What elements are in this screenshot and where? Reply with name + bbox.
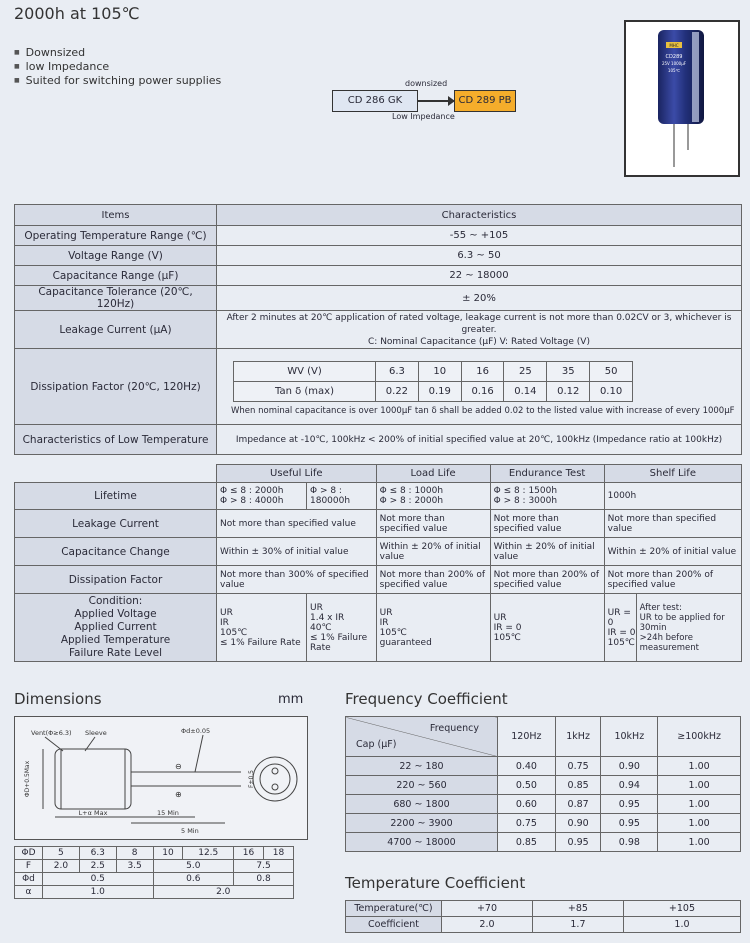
cap-header-label: Cap (μF) <box>356 739 397 750</box>
freq-row: 22 ~ 180 0.40 0.75 0.90 1.00 <box>346 757 741 776</box>
leakage-line1: After 2 minutes at 20℃ application of rated voltage, leakage current is not more than 0.02CV or 3, whichever is greater. <box>226 312 732 335</box>
capacitor-image <box>626 22 738 175</box>
spec-table <box>14 204 742 455</box>
life-header-shelf: Shelf Life <box>604 465 741 483</box>
frequency-table: Frequency Cap (μF) 120Hz 1kHz 10kHz ≥100kHz 22 ~ 180 0.40 0.75 0.90 1.00 220 ~ 560 0.50 0.85 0.94 1.00 680 ~ 1800 0.60 0.87 0.95 1.00 2200 ~ 3900 0.75 0.90 0.95 1.00 4700 ~ 18000 0.85 0.95 0.98 1.00 <box>345 716 741 852</box>
lead-diameter-label: Φd±0.05 <box>181 727 211 735</box>
vent-label: Vent(Φ≥6.3) <box>31 729 72 737</box>
capacitor-rating: 25V 1000μF <box>661 61 687 66</box>
spec-row-leakage: Leakage Current (μA) After 2 minutes at 20℃ application of rated voltage, leakage current is not more than 0.02CV or 3, whichever is greater. C: Nominal Capacitance (μF) V: Rated Voltage (V) <box>15 311 742 349</box>
life-header-endurance: Endurance Test <box>490 465 604 483</box>
spec-row-lowtemp: Characteristics of Low Temperature Impedance at -10℃, 100kHz < 200% of initial specified value at 20℃, 100kHz (Impedance ratio at 100kHz) <box>15 425 742 455</box>
feature-item: ■ Suited for switching power supplies <box>14 74 221 88</box>
dimensions-unit: mm <box>278 692 304 707</box>
df-table: WV (V) 6.3 10 16 25 35 50 Tan δ (max) 0.22 0.19 0.16 0.14 0.12 0.10 <box>233 361 633 402</box>
low-impedance-label: Low Impedance <box>392 112 455 121</box>
spec-row-df: Dissipation Factor (20℃, 120Hz) WV (V) 6.3 10 16 25 35 50 Tan δ (max) 0.22 0.19 0.16 0.14 0.12 0.10 When nominal capacitance is over 1000μF tan δ shall be added 0.02 to the listed value with increase of every 1000μF <box>15 349 742 425</box>
pitch-label: F±0.5 <box>248 769 255 789</box>
spec-row: Operating Temperature Range (℃) -55 ~ +105 <box>15 226 742 246</box>
life-header-useful: Useful Life <box>217 465 377 483</box>
capacitor-series: CD289 <box>665 54 683 60</box>
right-arrow-icon <box>418 100 454 102</box>
series-from-box: CD 286 GK <box>332 90 418 112</box>
dimensions-title: Dimensions <box>14 690 102 708</box>
temperature-table: Temperature(℃) +70 +85 +105 Coefficient 2.0 1.7 1.0 <box>345 900 741 933</box>
downsized-label: downsized <box>405 79 448 88</box>
spec-row: Voltage Range (V) 6.3 ~ 50 <box>15 246 742 266</box>
freq-row: 680 ~ 1800 0.60 0.87 0.95 1.00 <box>346 795 741 814</box>
page-title: 2000h at 105℃ <box>14 4 140 23</box>
wv-label: WV (V) <box>234 362 376 382</box>
feature-item: ■ low Impedance <box>14 60 221 74</box>
freq-row: 220 ~ 560 0.50 0.85 0.94 1.00 <box>346 776 741 795</box>
dimension-table: ΦD 5 6.3 8 10 12.5 16 18 F 2.0 2.5 3.5 5.0 7.5 Φd 0.5 0.6 0.8 α 1.0 2.0 <box>14 846 294 899</box>
capacitor-temp: 105℃ <box>667 68 681 73</box>
min15-label: 15 Min <box>157 809 179 817</box>
spec-row: Capacitance Tolerance (20℃, 120Hz) ± 20% <box>15 286 742 311</box>
capacitor-photo <box>624 20 740 177</box>
capacitor-brand: MHC <box>669 43 679 48</box>
tan-label: Tan δ (max) <box>234 382 376 402</box>
feature-list <box>14 46 221 88</box>
sleeve-label: Sleeve <box>85 729 107 737</box>
spec-header-char: Characteristics <box>217 205 742 226</box>
spec-header-items: Items <box>15 205 217 226</box>
minus-icon: ⊖ <box>175 762 182 771</box>
freq-row: 2200 ~ 3900 0.75 0.90 0.95 1.00 <box>346 814 741 833</box>
spec-row: Capacitance Range (μF) 22 ~ 18000 <box>15 266 742 286</box>
series-to-box: CD 289 PB <box>454 90 516 112</box>
df-note: When nominal capacitance is over 1000μF tan δ shall be added 0.02 to the listed value with increase of every 1000μF <box>231 406 735 416</box>
frequency-title: Frequency Coefficient <box>345 690 508 708</box>
life-header-load: Load Life <box>376 465 490 483</box>
life-table: Useful Life Load Life Endurance Test Shelf Life Lifetime Φ ≤ 8 : 2000h Φ > 8 : 4000h Φ > 8 : 180000h Φ ≤ 8 : 1000h Φ > 8 : 2000h Φ ≤ 8 : 1500h Φ > 8 : 3000h 1000h Leakage Current Not more than specified value Not more than specified value Not more than specified value Not more than specified value Capacitance Change Within ± 30% of initial value Within ± 20% of initial value Within ± 20% of initial value Within ± 20% of initial value Dissipation Factor Not more than 300% of specified value Not more than 200% of specified value Not more than 200% of specified value Not more than 200% of specified value Condition: Applied Voltage Applied Current Applied Temperature Failure Rate Level UR IR 105℃ ≤ 1% Failure Rate UR 1.4 x IR 40℃ ≤ 1% Failure Rate UR IR 105℃ guaranteed UR IR = 0 105℃ UR = 0 IR = 0 105℃ After test: UR to be applied for 30min >24h before measurement <box>14 464 742 662</box>
dimension-drawing <box>14 716 308 840</box>
freq-row: 4700 ~ 18000 0.85 0.95 0.98 1.00 <box>346 833 741 852</box>
temperature-title: Temperature Coefficient <box>345 874 526 892</box>
length-label: L+α Max <box>78 809 108 817</box>
feature-item: ■ Downsized <box>14 46 221 60</box>
leakage-line2: C: Nominal Capacitance (μF) V: Rated Voltage (V) <box>368 336 590 347</box>
diameter-label: ΦD+0.5Max <box>24 760 31 798</box>
min5-label: 5 Min <box>181 827 199 835</box>
freq-header-label: Frequency <box>429 723 479 734</box>
plus-icon: ⊕ <box>175 790 182 799</box>
